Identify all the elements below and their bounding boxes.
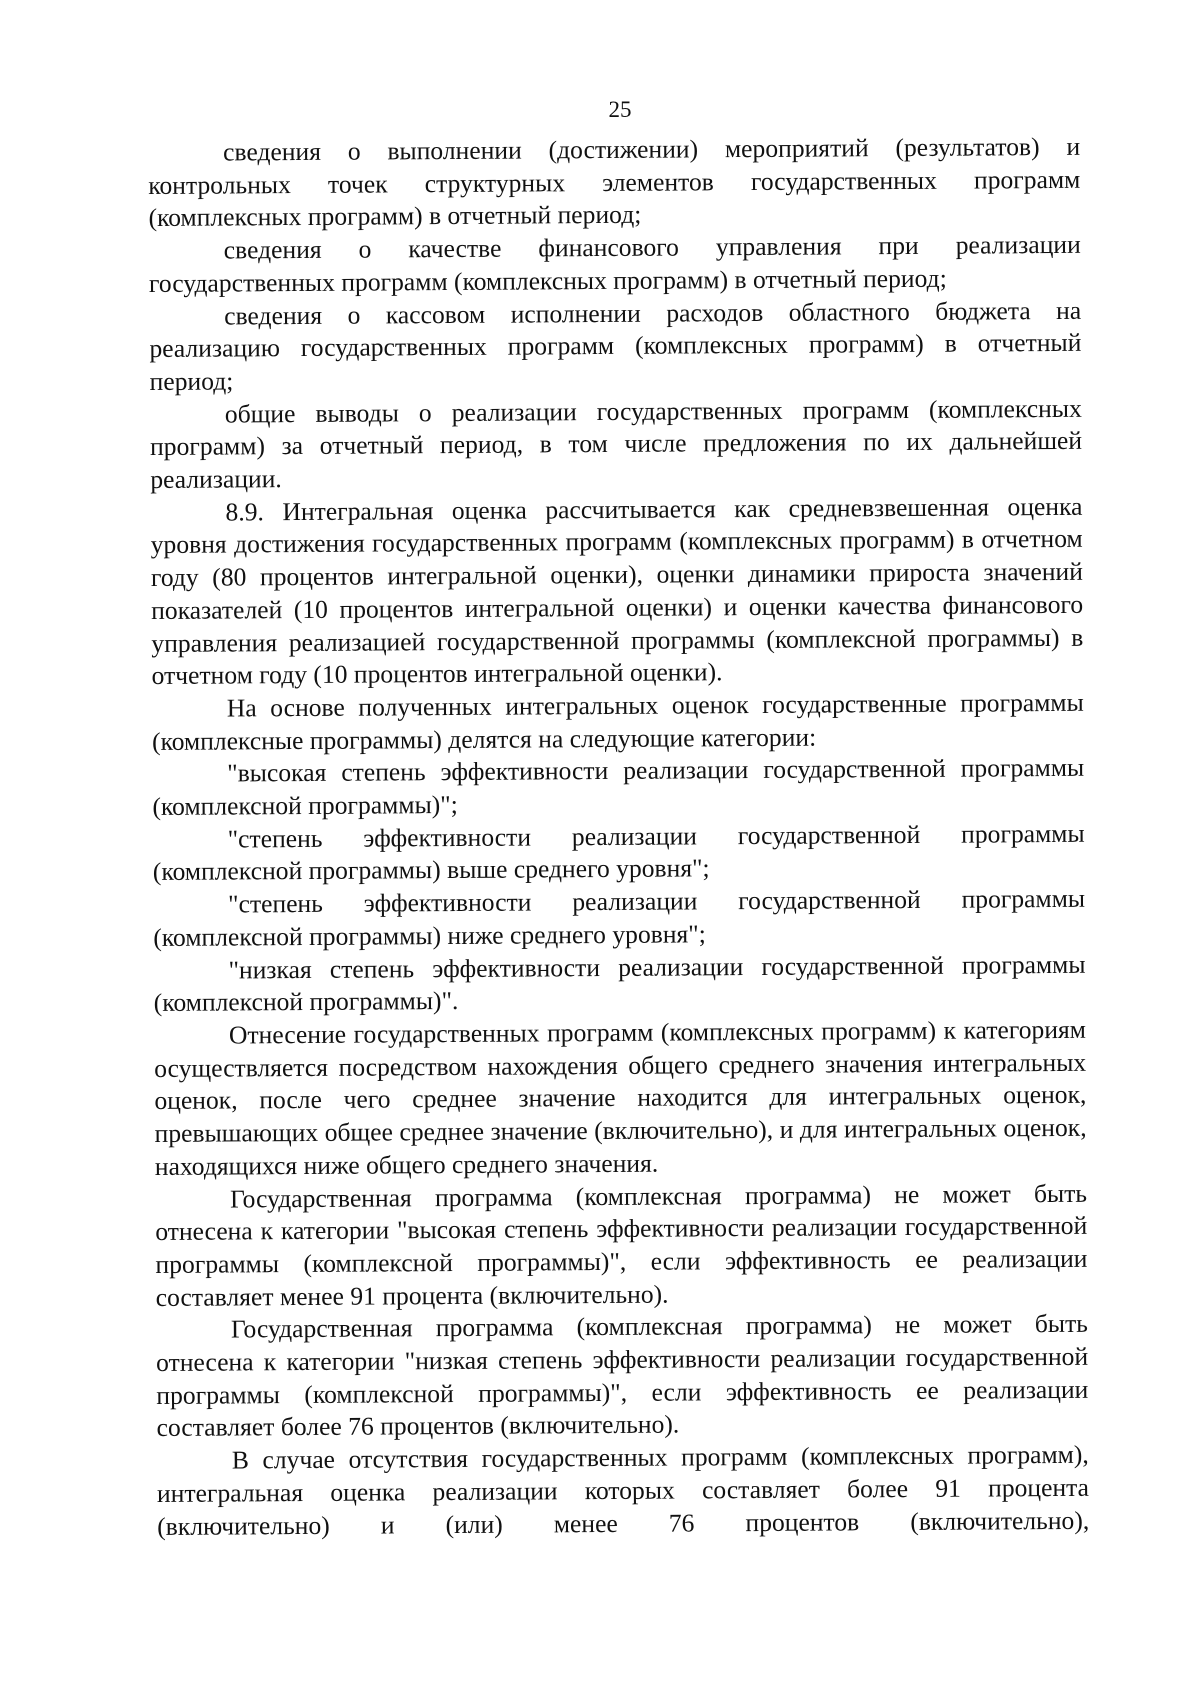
page-number: 25 (608, 97, 632, 122)
paragraph-8-9-integral-score: 8.9. Интегральная оценка рассчитывается как средневзвешенная оценка уровня достижения государственных программ (комплексных программ) в отчетном году (80 процентов интегральной оценки), оценки динамики прироста значений показателей (10 процентов интегральной оценки) и оценки качества финансового управления реализацией государственной программы (комплексной программы) в отчетном году (10 процентов интегральной оценки). (150, 491, 1084, 691)
paragraph-category-high: "высокая степень эффективности реализации государственной программы (комплексной программы)"; (152, 753, 1085, 822)
paragraph-general-conclusions: общие выводы о реализации государственных программ (комплексных программ) за отчетный период, в том числе предложения по их дальнейшей реализации. (149, 393, 1083, 495)
paragraph-financial-quality: сведения о качестве финансового управления при реализации государственных программ (комплексных программ) в отчетный период; (148, 229, 1081, 298)
paragraph-categories-intro: На основе полученных интегральных оценок государственные программы (комплексные программы) делятся на следующие категории: (151, 687, 1084, 756)
paragraph-category-above-average: "степень эффективности реализации государственной программы (комплексной программы) выше среднего уровня"; (152, 818, 1085, 887)
paragraph-high-threshold: Государственная программа (комплексная программа) не может быть отнесена к категории "высокая степень эффективности реализации государственной программы (комплексной программы)", если эффективность ее реализации составляет менее 91 процента (включительно). (155, 1178, 1088, 1312)
paragraph-category-below-average: "степень эффективности реализации государственной программы (комплексной программы) ниже среднего уровня"; (153, 883, 1086, 952)
paragraph-cash-execution: сведения о кассовом исполнении расходов областного бюджета на реализацию государственных программ (комплексных программ) в отчетный период; (149, 295, 1082, 396)
paragraph-absence-case: В случае отсутствия государственных программ (комплексных программ), интегральная оценка реализации которых составляет более 91 процента (включительно) и (или) менее 76 процентов (включительно), (156, 1439, 1090, 1541)
paragraph-low-threshold: Государственная программа (комплексная программа) не может быть отнесена к категории "низкая степень эффективности реализации государственной программы (комплексной программы)", если эффективность ее реализации составляет более 76 процентов (включительно). (156, 1309, 1089, 1443)
document-body (148, 131, 1089, 1543)
paragraph-execution-info: сведения о выполнении (достижении) мероприятий (результатов) и контрольных точек структурных элементов государственных программ (комплексных программ) в отчетный период; (148, 131, 1081, 233)
paragraph-assignment-method: Отнесение государственных программ (комплексных программ) к категориям осуществляется посредством нахождения общего среднего значения интегральных оценок, после чего среднее значение находится для интегральных оценок, превышающих общее среднее значение (включительно), и для интегральных оценок, находящихся ниже общего среднего значения. (154, 1014, 1087, 1181)
paragraph-category-low: "низкая степень эффективности реализации государственной программы (комплексной программы)". (153, 949, 1086, 1018)
